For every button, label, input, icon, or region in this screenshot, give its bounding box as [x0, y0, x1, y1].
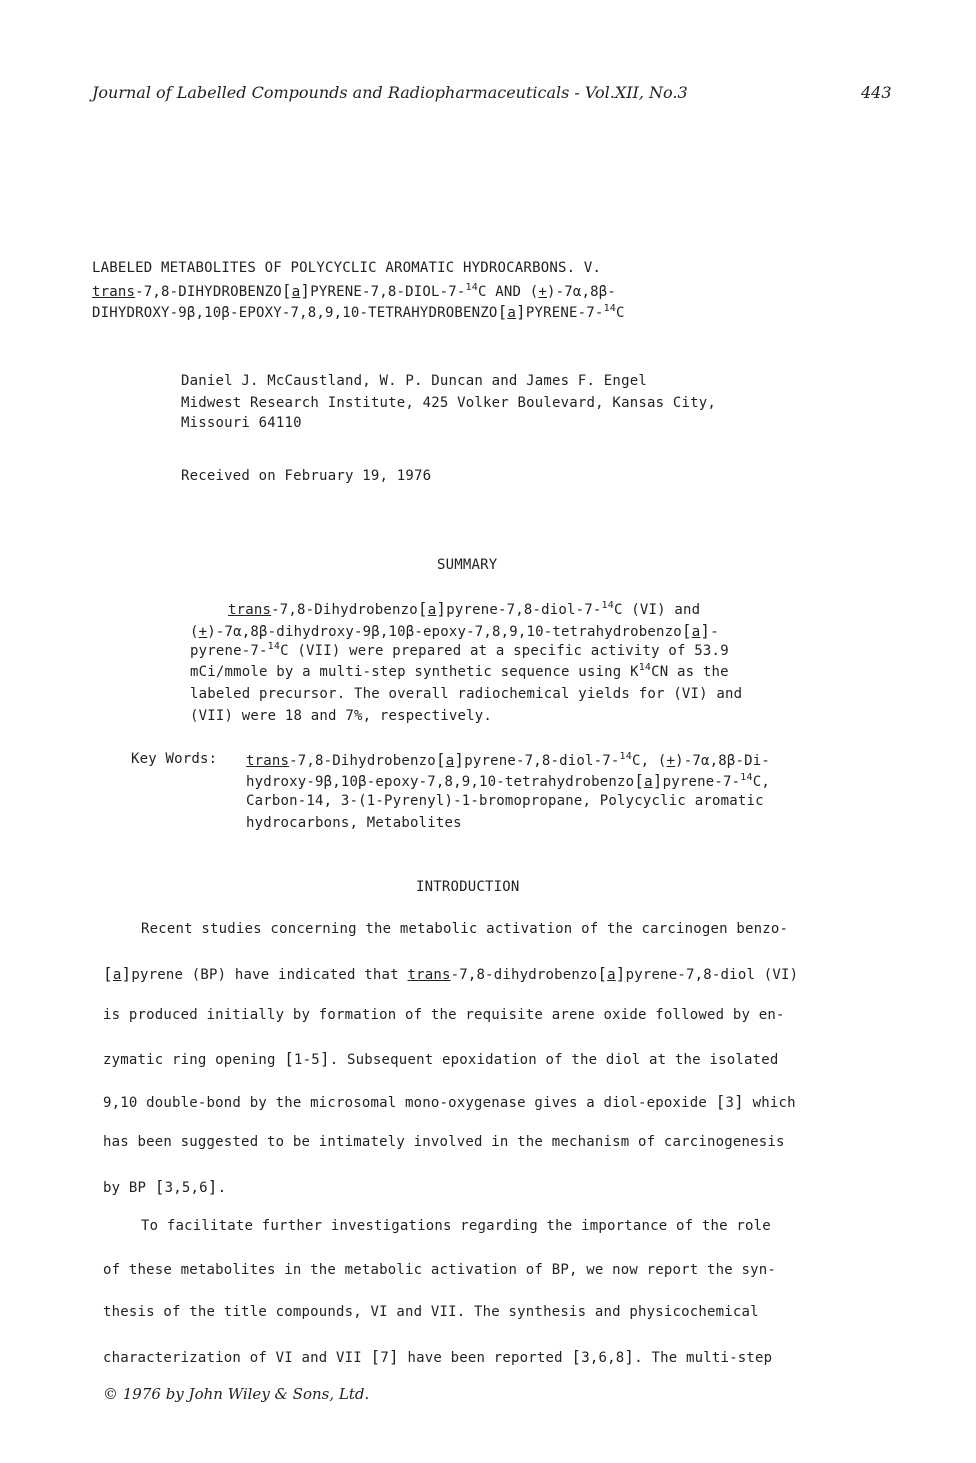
introduction-heading: INTRODUCTION [416, 879, 520, 895]
summary-line-2: (+)-7α,8β-dihydroxy-9β,10β-epoxy-7,8,9,10-tetrahydrobenzo[a]- [190, 621, 719, 640]
page-number: 443 [861, 83, 892, 102]
intro-p1-line-1: Recent studies concerning the metabolic activation of the carcinogen benzo- [141, 921, 789, 937]
summary-line-5: labeled precursor. The overall radiochemical yields for (VI) and [190, 686, 743, 702]
author-affiliation-2: Missouri 64110 [181, 415, 302, 431]
title-line-3: DIHYDROXY-9β,10β-EPOXY-7,8,9,10-TETRAHYDROBENZO[a]PYRENE-7-$^{14}$C [92, 302, 625, 321]
author-names: Daniel J. McCaustland, W. P. Duncan and James F. Engel [181, 373, 647, 389]
keywords-line-4: hydrocarbons, Metabolites [246, 815, 462, 831]
intro-p1-line-7: by BP [3,5,6]. [103, 1177, 227, 1196]
intro-p1-line-2: [a]pyrene (BP) have indicated that trans-7,8-dihydrobenzo[a]pyrene-7,8-diol (VI) [103, 964, 799, 983]
summary-line-1: trans-7,8-Dihydrobenzo[a]pyrene-7,8-diol-7-$^{14}$C (VI) and [228, 599, 701, 618]
intro-p2-line-4: characterization of VI and VII [7] have been reported [3,6,8]. The multi-step [103, 1347, 773, 1366]
journal-header: Journal of Labelled Compounds and Radiopharmaceuticals - Vol.XII, No.3 [92, 83, 688, 102]
summary-line-3: pyrene-7-$^{14}$C (VII) were prepared at a specific activity of 53.9 [190, 641, 729, 659]
intro-p2-line-1: To facilitate further investigations regarding the importance of the role [141, 1218, 771, 1234]
intro-p2-line-2: of these metabolites in the metabolic activation of BP, we now report the syn- [103, 1262, 777, 1278]
received-date: Received on February 19, 1976 [181, 468, 432, 484]
copyright-notice: © 1976 by John Wiley & Sons, Ltd. [103, 1385, 370, 1403]
title-line-2: trans-7,8-DIHYDROBENZO[a]PYRENE-7,8-DIOL-7-$^{14}$C AND (+)-7α,8β- [92, 281, 617, 300]
summary-line-4: mCi/mmole by a multi-step synthetic sequence using $K^{14}CN$ as the [190, 662, 729, 680]
keywords-line-1: trans-7,8-Dihydrobenzo[a]pyrene-7,8-diol-7-$^{14}$C, (+)-7α,8β-Di- [246, 750, 771, 769]
keywords-line-2: hydroxy-9β,10β-epoxy-7,8,9,10-tetrahydrobenzo[a]pyrene-7-$^{14}$C, [246, 771, 771, 790]
intro-p1-line-6: has been suggested to be intimately involved in the mechanism of carcinogenesis [103, 1134, 785, 1150]
summary-line-6: (VII) were 18 and 7%, respectively. [190, 708, 493, 724]
title-line-1: LABELED METABOLITES OF POLYCYCLIC AROMATIC HYDROCARBONS. V. [92, 260, 602, 276]
summary-heading: SUMMARY [437, 557, 498, 573]
keywords-line-3: Carbon-14, 3-(1-Pyrenyl)-1-bromopropane, Polycyclic aromatic [246, 793, 764, 809]
intro-p1-line-5: 9,10 double-bond by the microsomal mono-oxygenase gives a diol-epoxide [3] which [103, 1092, 796, 1111]
intro-p1-line-4: zymatic ring opening [1-5]. Subsequent epoxidation of the diol at the isolated [103, 1049, 779, 1068]
keywords-label: Key Words: [131, 751, 218, 767]
intro-p2-line-3: thesis of the title compounds, VI and VII. The synthesis and physicochemical [103, 1304, 759, 1320]
author-affiliation-1: Midwest Research Institute, 425 Volker Boulevard, Kansas City, [181, 395, 716, 411]
intro-p1-line-3: is produced initially by formation of the requisite arene oxide followed by en- [103, 1007, 785, 1023]
